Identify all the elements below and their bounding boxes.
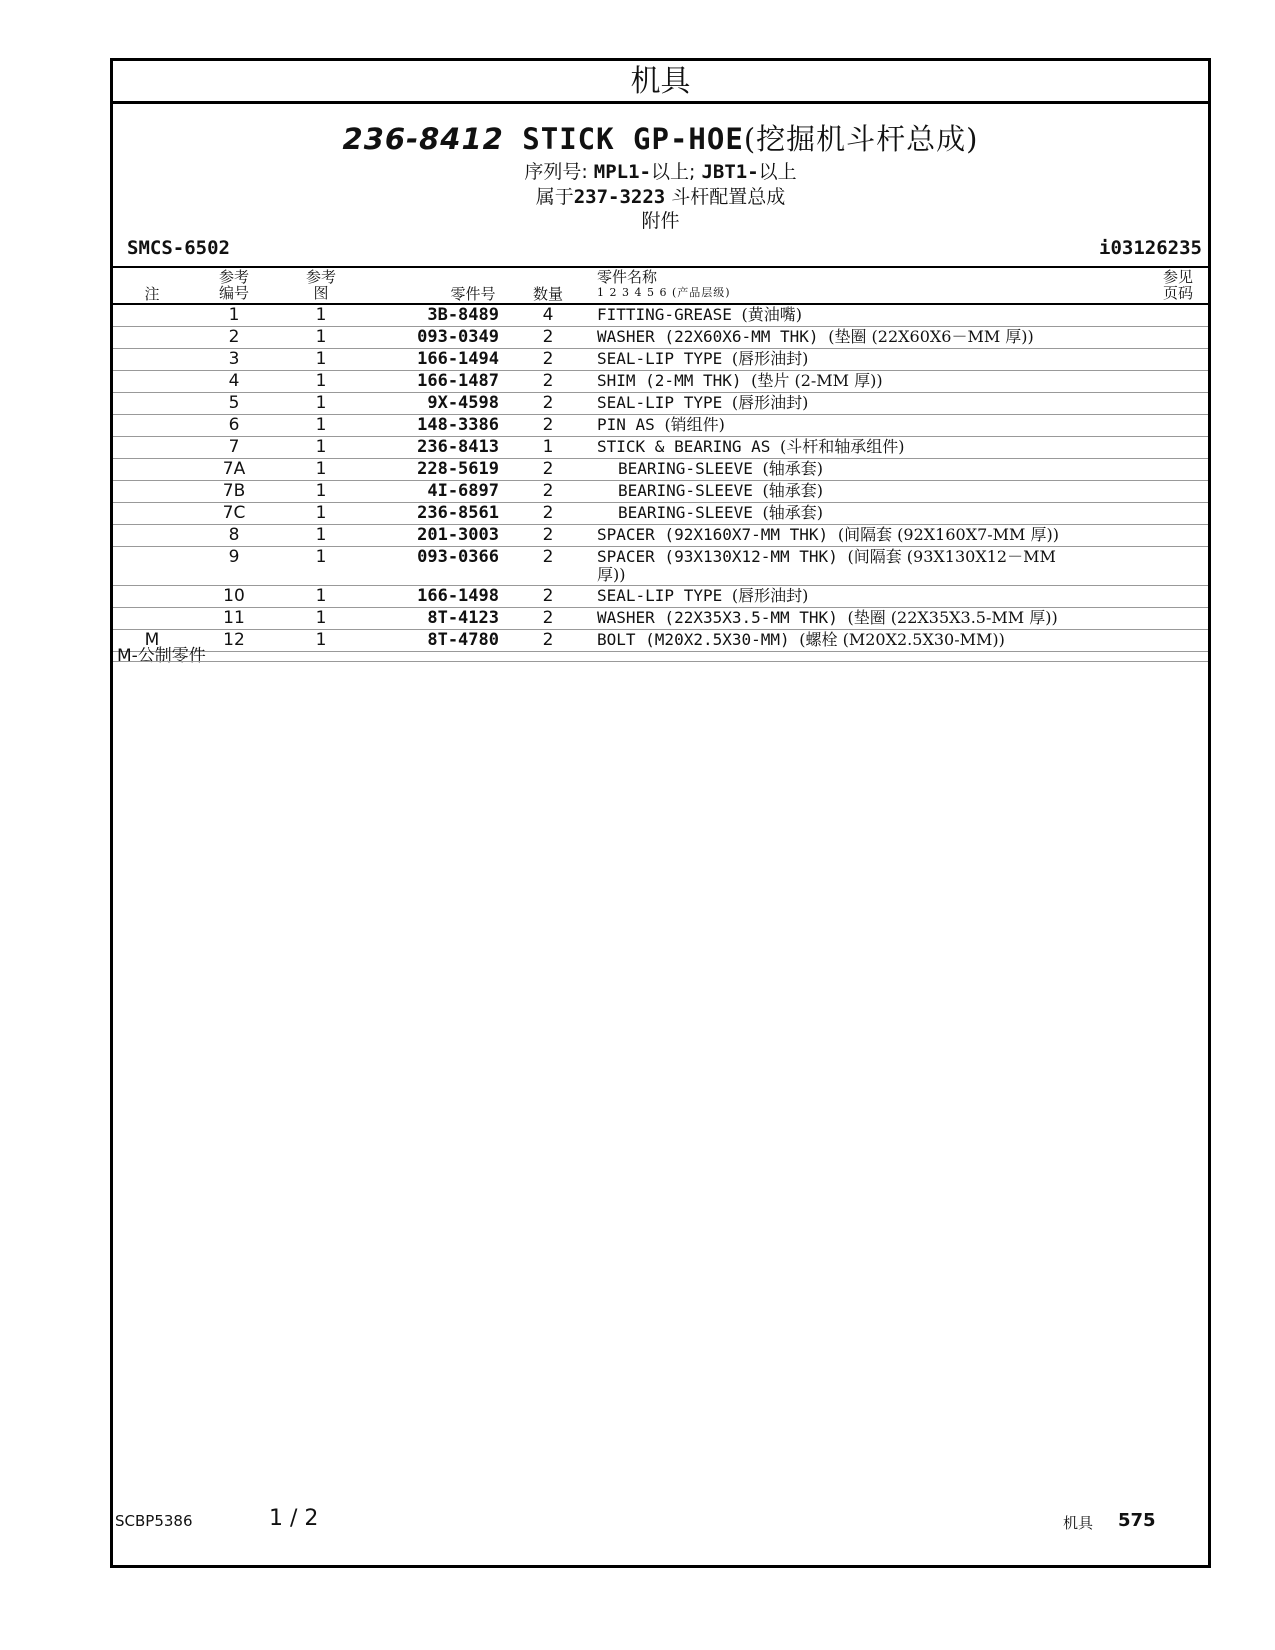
table-row — [113, 393, 1208, 415]
row-name-cn: (垫圈 (22X35X3.5-MM 厚)) — [847, 608, 1058, 627]
row-name-en: BOLT (M20X2.5X30-MM) — [597, 630, 790, 649]
row-part-name — [597, 416, 1077, 434]
row-figure: 1 — [315, 349, 327, 369]
row-part-name — [597, 526, 1077, 544]
row-note: M — [144, 630, 160, 650]
row-name-cn: (垫圈 (22X60X6－MM 厚)) — [828, 327, 1034, 346]
row-ref: 7A — [222, 459, 246, 479]
col-name-levels: 1 2 3 4 5 6 (产品层级) — [597, 286, 731, 299]
serial-label: 序列号: — [524, 161, 588, 183]
serial-prefix-2: JBT1- — [701, 161, 759, 183]
table-row — [113, 586, 1208, 608]
row-name-cn: (唇形油封) — [731, 586, 809, 605]
table-row — [113, 525, 1208, 547]
row-part-name — [597, 587, 1077, 605]
row-part-number: 8T-4780 — [427, 630, 499, 650]
row-name-en: FITTING-GREASE — [597, 305, 732, 324]
row-quantity: 2 — [542, 393, 554, 413]
parent-name: 斗杆配置总成 — [671, 186, 786, 208]
page-number: 575 — [1118, 1510, 1156, 1531]
serial-line — [113, 157, 1208, 184]
row-ref: 7 — [228, 437, 240, 457]
row-part-number: 093-0366 — [417, 547, 499, 567]
row-ref: 8 — [228, 525, 240, 545]
col-part-number: 零件号 — [450, 285, 496, 303]
row-ref: 4 — [228, 371, 240, 391]
row-figure: 1 — [315, 327, 327, 347]
serial-range-2: 以上 — [758, 161, 797, 183]
row-figure: 1 — [315, 415, 327, 435]
row-quantity: 2 — [542, 608, 554, 628]
row-figure: 1 — [315, 547, 327, 567]
row-name-en: SPACER (92X160X7-MM THK) — [597, 525, 829, 544]
assembly-part-number: 236-8412 — [342, 122, 504, 156]
attachment-label: 附件 — [641, 210, 680, 232]
row-part-number: 166-1498 — [417, 586, 499, 606]
row-name-en: SEAL-LIP TYPE — [597, 349, 723, 368]
serial-prefix-1: MPL1- — [593, 161, 651, 183]
row-name-en: SEAL-LIP TYPE — [597, 586, 723, 605]
row-name-cn: (轴承套) — [762, 481, 823, 500]
table-row — [113, 630, 1208, 652]
row-ref: 12 — [223, 630, 245, 650]
row-part-number: 148-3386 — [417, 415, 499, 435]
row-figure: 1 — [315, 608, 327, 628]
section-title: 机具 — [113, 61, 1208, 104]
row-part-name — [597, 394, 1077, 412]
row-figure: 1 — [315, 503, 327, 523]
row-name-en: SHIM (2-MM THK) — [597, 371, 742, 390]
col-ref-line1: 参考 — [218, 268, 249, 286]
row-ref: 3 — [228, 349, 240, 369]
row-part-number: 236-8413 — [417, 437, 499, 457]
row-quantity: 2 — [542, 586, 554, 606]
serial-range-1: 以上; — [650, 161, 696, 183]
row-part-number: 166-1487 — [417, 371, 499, 391]
row-name-cn: (螺栓 (M20X2.5X30-MM)) — [799, 630, 1005, 649]
smcs-code: SMCS-6502 — [127, 237, 230, 259]
row-part-number: 093-0349 — [417, 327, 499, 347]
row-part-number: 9X-4598 — [427, 393, 499, 413]
col-part-name — [597, 269, 857, 301]
row-part-number: 166-1494 — [417, 349, 499, 369]
row-figure: 1 — [315, 481, 327, 501]
row-part-name — [597, 504, 1098, 522]
row-figure: 1 — [315, 586, 327, 606]
col-name-title: 零件名称 — [597, 268, 658, 286]
metric-footnote: M-公制零件 — [117, 646, 206, 666]
row-figure: 1 — [315, 393, 327, 413]
col-note: 注 — [144, 285, 160, 303]
row-part-number: 8T-4123 — [427, 608, 499, 628]
row-part-number: 3B-8489 — [427, 305, 499, 325]
col-ref-line2: 编号 — [218, 284, 249, 302]
row-name-cn: (唇形油封) — [731, 349, 809, 368]
row-name-en: SPACER (93X130X12-MM THK) — [597, 547, 838, 566]
parent-prefix: 属于 — [535, 186, 574, 208]
row-ref: 11 — [223, 608, 245, 628]
row-figure: 1 — [315, 305, 327, 325]
row-part-name — [597, 609, 1077, 627]
table-row — [113, 608, 1208, 630]
table-row — [113, 481, 1208, 503]
row-name-cn: (轴承套) — [762, 503, 823, 522]
row-figure: 1 — [315, 630, 327, 650]
table-row — [113, 371, 1208, 393]
assembly-name-cn: (挖掘机斗杆总成) — [743, 122, 979, 156]
parts-list — [113, 305, 1208, 652]
row-figure: 1 — [315, 371, 327, 391]
row-quantity: 2 — [542, 481, 554, 501]
row-name-en: BEARING-SLEEVE — [618, 481, 753, 500]
row-ref: 5 — [228, 393, 240, 413]
row-quantity: 2 — [542, 503, 554, 523]
table-row — [113, 305, 1208, 327]
row-ref: 10 — [223, 586, 245, 606]
row-ref: 9 — [228, 547, 240, 567]
row-name-cn: (垫片 (2-MM 厚)) — [751, 371, 883, 390]
col-ref-figure — [296, 269, 346, 301]
row-part-name — [597, 482, 1098, 500]
row-name-en: BEARING-SLEEVE — [618, 459, 753, 478]
row-quantity: 2 — [542, 415, 554, 435]
row-quantity: 2 — [542, 547, 554, 567]
row-quantity: 2 — [542, 459, 554, 479]
col-fig-line1: 参考 — [305, 268, 336, 286]
parent-part-number: 237-3223 — [573, 186, 666, 208]
assembly-name: STICK GP-HOE — [522, 122, 744, 156]
row-quantity: 4 — [542, 305, 554, 325]
col-page-line1: 参见 — [1162, 268, 1193, 286]
row-quantity: 2 — [542, 525, 554, 545]
document-code: SCBP5386 — [115, 1512, 193, 1530]
row-name-en: STICK & BEARING AS — [597, 437, 771, 456]
row-name-en: SEAL-LIP TYPE — [597, 393, 723, 412]
row-name-cn: (斗杆和轴承组件) — [780, 437, 905, 456]
row-quantity: 2 — [542, 327, 554, 347]
row-figure: 1 — [315, 459, 327, 479]
row-part-name — [597, 306, 1077, 324]
row-part-name — [597, 548, 1077, 584]
row-name-cn: (轴承套) — [762, 459, 823, 478]
table-row — [113, 415, 1208, 437]
footer-section: 机具 — [1063, 1514, 1094, 1532]
table-top-rule — [113, 266, 1208, 268]
row-part-name — [597, 460, 1098, 478]
row-quantity: 1 — [542, 437, 554, 457]
row-part-name — [597, 631, 1077, 649]
table-row — [113, 327, 1208, 349]
table-header — [113, 269, 1208, 305]
row-part-name — [597, 372, 1077, 390]
table-row — [113, 503, 1208, 525]
assembly-title — [113, 117, 1208, 158]
col-see-page — [1158, 269, 1198, 301]
row-part-number: 228-5619 — [417, 459, 499, 479]
row-part-number: 201-3003 — [417, 525, 499, 545]
row-part-number: 236-8561 — [417, 503, 499, 523]
illustration-id: i03126235 — [1099, 237, 1202, 259]
row-quantity: 2 — [542, 630, 554, 650]
row-part-name — [597, 350, 1077, 368]
row-figure: 1 — [315, 525, 327, 545]
col-quantity: 数量 — [532, 285, 563, 303]
page-footer — [0, 1500, 1275, 1540]
col-fig-line2: 图 — [313, 284, 329, 302]
table-row — [113, 547, 1208, 586]
page-frame — [110, 58, 1211, 1568]
row-ref: 1 — [228, 305, 240, 325]
row-name-cn: (间隔套 (93X130X12－MM 厚)) — [597, 547, 1056, 584]
row-name-en: WASHER (22X35X3.5-MM THK) — [597, 608, 838, 627]
row-figure: 1 — [315, 437, 327, 457]
row-ref: 7C — [222, 503, 246, 523]
row-part-name — [597, 438, 1077, 456]
row-part-number: 4I-6897 — [427, 481, 499, 501]
table-row — [113, 437, 1208, 459]
footnote-rule — [113, 661, 1208, 662]
table-row — [113, 459, 1208, 481]
row-name-cn: (间隔套 (92X160X7-MM 厚)) — [837, 525, 1060, 544]
row-name-en: PIN AS — [597, 415, 655, 434]
row-ref: 6 — [228, 415, 240, 435]
page-fraction: 1 / 2 — [269, 1506, 319, 1531]
row-quantity: 2 — [542, 349, 554, 369]
row-name-cn: (销组件) — [664, 415, 725, 434]
row-ref: 7B — [222, 481, 246, 501]
row-quantity: 2 — [542, 371, 554, 391]
row-ref: 2 — [228, 327, 240, 347]
row-name-en: WASHER (22X60X6-MM THK) — [597, 327, 819, 346]
parent-assembly-line — [113, 182, 1208, 209]
table-row — [113, 349, 1208, 371]
row-name-en: BEARING-SLEEVE — [618, 503, 753, 522]
row-name-cn: (黄油嘴) — [741, 305, 802, 324]
row-name-cn: (唇形油封) — [731, 393, 809, 412]
row-part-name — [597, 328, 1077, 346]
col-ref-number — [209, 269, 259, 301]
col-page-line2: 页码 — [1162, 284, 1193, 302]
